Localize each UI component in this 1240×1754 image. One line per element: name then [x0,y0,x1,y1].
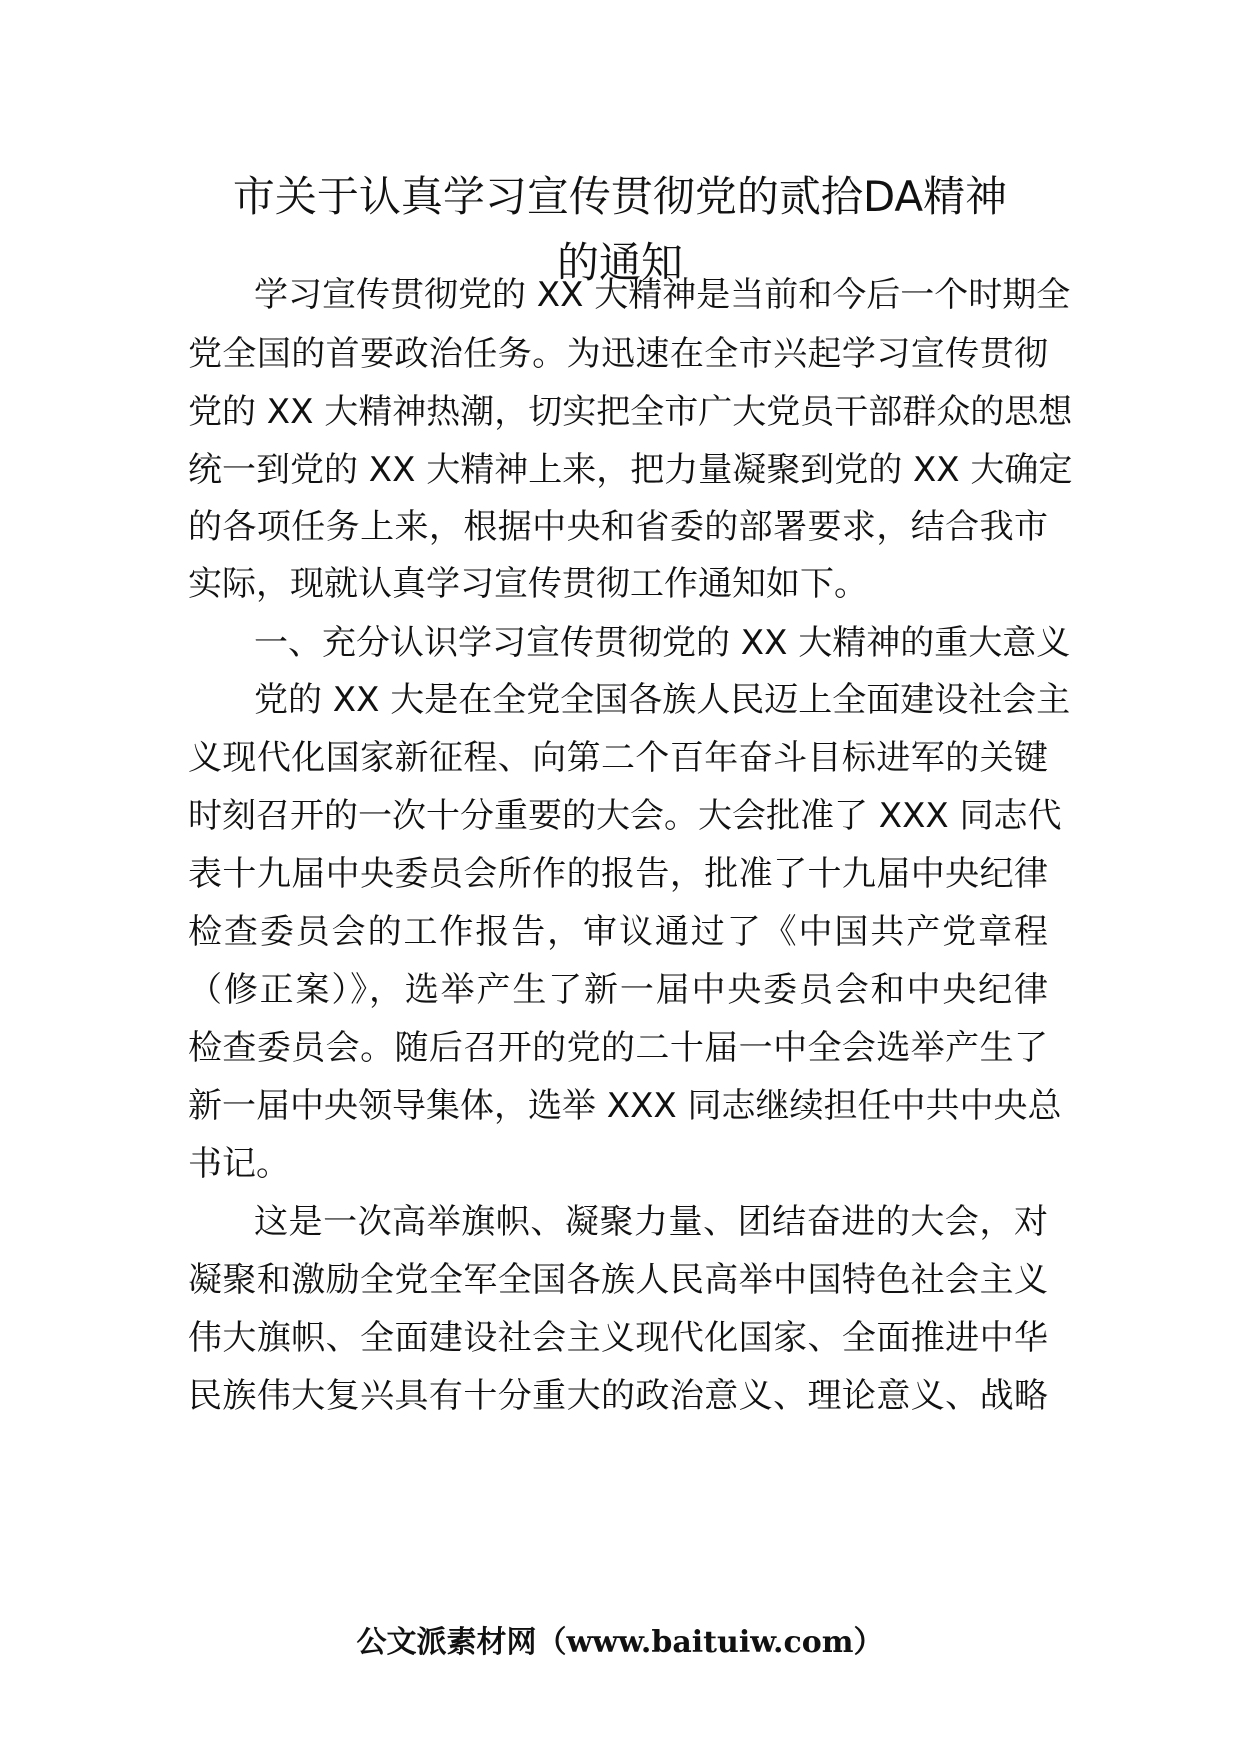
body-text-line: 民族伟大复兴具有十分重大的政治意义、理论意义、战略 [188,1376,1048,1416]
body-text-line: 表十九届中央委员会所作的报告，批准了十九届中央纪律 [188,854,1048,894]
body-text-line: 党的 XX 大是在全党全国各族人民迈上全面建设社会主 [254,680,1071,720]
document-title-line-2: 的通知 [556,238,683,287]
body-text-line: 党全国的首要政治任务。为迅速在全市兴起学习宣传贯彻 [188,334,1048,374]
body-text-line: 时刻召开的一次十分重要的大会。大会批准了 XXX 同志代 [188,796,1062,836]
footer-source-text: 公文派素材网（www.baituiw.com） [356,1625,884,1660]
body-text-line: 学习宣传贯彻党的 XX 大精神是当前和今后一个时期全 [254,275,1071,315]
body-text-line: 检查委员会的工作报告，审议通过了《中国共产党章程 [188,912,1048,952]
body-text-line: （修正案）》，选举产生了新一届中央委员会和中央纪律 [188,970,1048,1010]
body-text-line: 统一到党的 XX 大精神上来，把力量凝聚到党的 XX 大确定 [188,450,1073,490]
body-text-line: 伟大旗帜、全面建设社会主义现代化国家、全面推进中华 [188,1318,1048,1358]
body-text-line: 的各项任务上来，根据中央和省委的部署要求，结合我市 [188,507,1048,547]
body-text-line: 党的 XX 大精神热潮，切实把全市广大党员干部群众的思想 [188,392,1073,432]
body-text-line: 义现代化国家新征程、向第二个百年奋斗目标进军的关键 [188,738,1048,778]
body-text-line: 书记。 [188,1144,290,1184]
section-heading: 一、充分认识学习宣传贯彻党的 XX 大精神的重大意义 [254,623,1071,663]
body-text-line: 凝聚和激励全党全军全国各族人民高举中国特色社会主义 [188,1260,1048,1300]
body-text-line: 新一届中央领导集体，选举 XXX 同志继续担任中共中央总 [188,1086,1062,1126]
body-text-line: 这是一次高举旗帜、凝聚力量、团结奋进的大会，对 [254,1202,1048,1242]
body-text-line: 检查委员会。随后召开的党的二十届一中全会选举产生了 [188,1028,1048,1068]
body-text-line: 实际，现就认真学习宣传贯彻工作通知如下。 [188,564,868,604]
document-title-line-1: 市关于认真学习宣传贯彻党的贰拾DA精神 [232,172,1008,221]
